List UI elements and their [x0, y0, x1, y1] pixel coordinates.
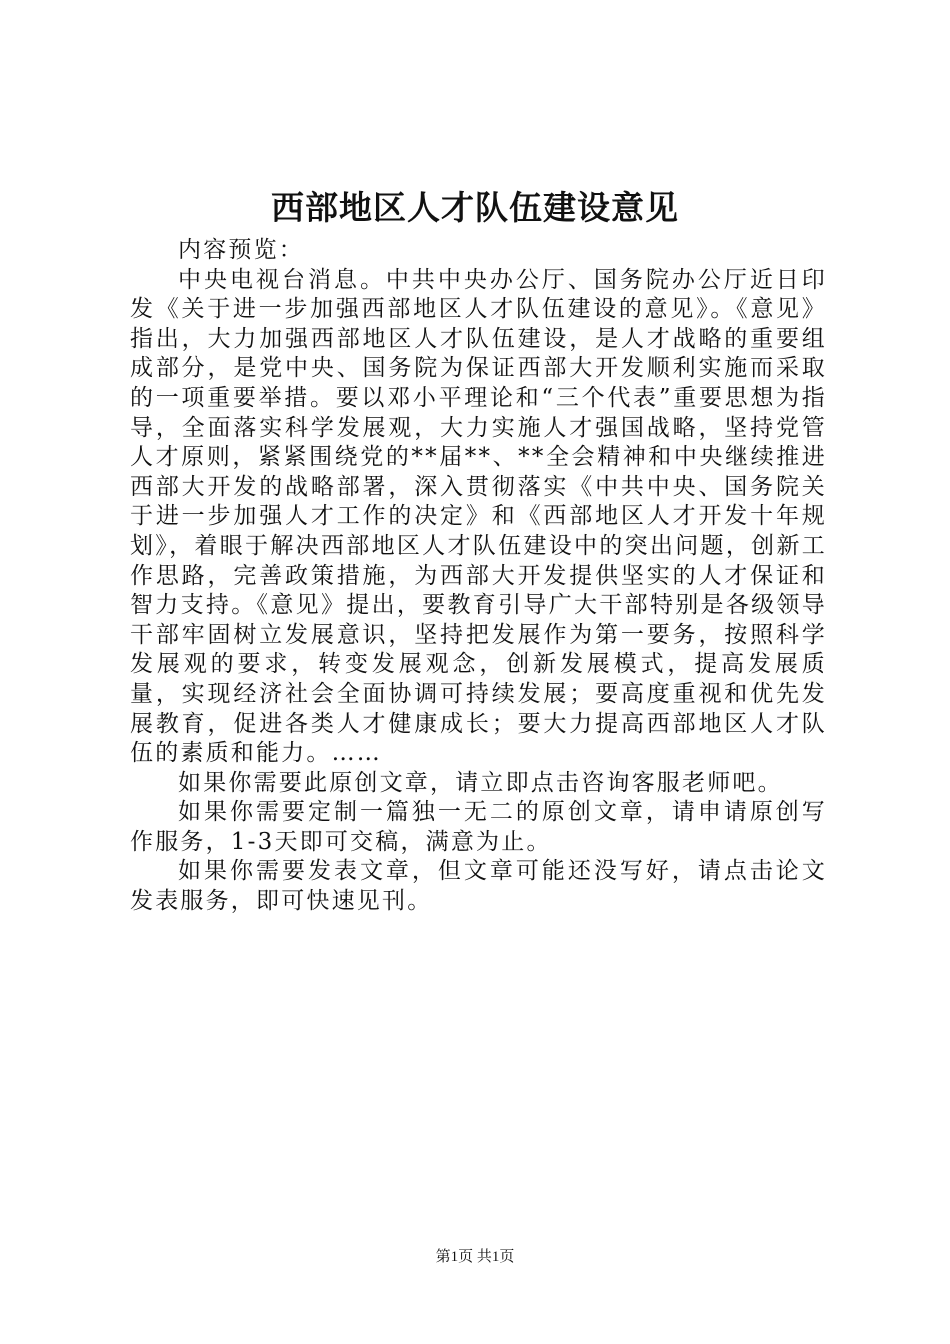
document-body [130, 236, 827, 917]
consult-paragraph: 如果你需要此原创文章，请立即点击咨询客服老师吧。 [178, 769, 783, 796]
page-number: 第1页 共1页 [435, 1249, 515, 1265]
publish-paragraph: 如果你需要发表文章，但文章可能还没写好，请点击论文发表服务，即可快速见刊。 [130, 858, 827, 915]
document-title: 西部地区人才队伍建设意见 [271, 188, 679, 227]
preview-label: 内容预览： [178, 237, 304, 263]
custom-writing-paragraph: 如果你需要定制一篇独一无二的原创文章，请申请原创写作服务，1-3天即可交稿，满意为止。 [130, 799, 827, 855]
main-paragraph: 中央电视台消息。中共中央办公厅、国务院办公厅近日印发《关于进一步加强西部地区人才队伍建设的意见》。《意见》指出，大力加强西部地区人才队伍建设，是人才战略的重要组成部分，是党中央、国务院为保证西部大开发顺利实施而采取的一项重要举措。要以邓小平理论和“三个代表”重要思想为指导，全面落实科学发展观，大力实施人才强国战略，坚持党管人才原则，紧紧围绕党的**届**、**全会精神和中央继续推进西部大开发的战略部署，深入贯彻落实《中共中央、国务院关于进一步加强人才工作的决定》和《西部地区人才开发十年规划》，着眼于解决西部地区人才队伍建设中的突出问题，创新工作思路，完善政策措施，为西部大开发提供坚实的人才保证和智力支持。《意见》提出，要教育引导广大干部特别是各级领导干部牢固树立发展意识，坚持把发展作为第一要务，按照科学发展观的要求，转变发展观念，创新发展模式，提高发展质量，实现经济社会全面协调可持续发展；要高度重视和优先发展教育，促进各类人才健康成长；要大力提高西部地区人才队伍的素质和能力。…… [130, 266, 827, 767]
